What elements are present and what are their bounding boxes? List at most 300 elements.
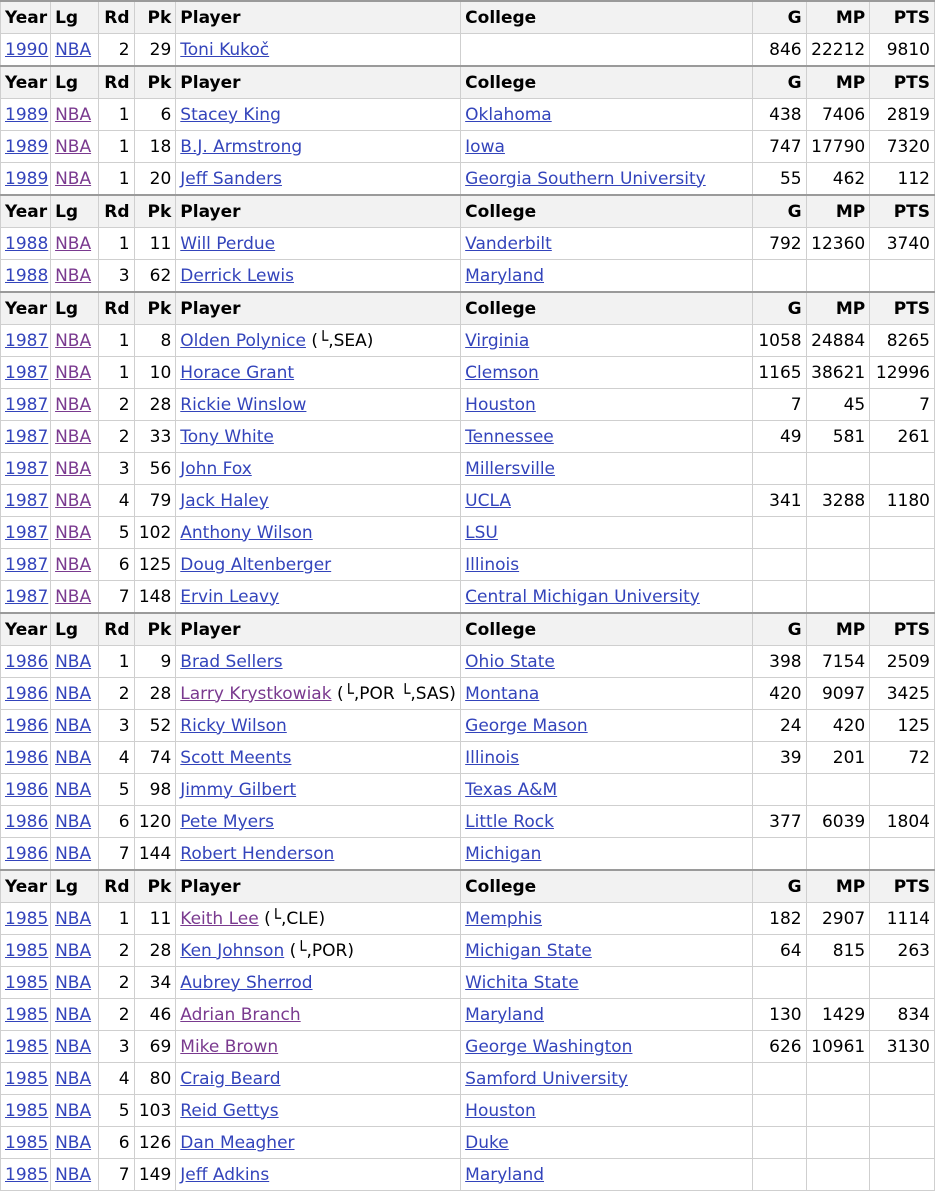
round-cell: 1 xyxy=(99,325,134,357)
round-cell: 5 xyxy=(99,1095,134,1127)
table-row xyxy=(1,774,935,806)
league-link[interactable]: NBA xyxy=(55,265,92,286)
league-link[interactable]: NBA xyxy=(55,168,92,189)
table-row xyxy=(1,34,935,67)
column-header-college[interactable]: College xyxy=(461,870,753,903)
games-cell: 377 xyxy=(753,806,806,838)
column-header-player[interactable]: Player xyxy=(176,1,461,34)
points-cell xyxy=(870,260,935,293)
minutes-cell xyxy=(806,260,870,293)
league-cell xyxy=(51,549,99,581)
column-header-pts[interactable]: PTS xyxy=(870,195,935,228)
year-link[interactable]: 1986 xyxy=(5,779,49,800)
league-cell xyxy=(51,453,99,485)
year-link[interactable]: 1986 xyxy=(5,843,49,864)
minutes-cell: 3288 xyxy=(806,485,870,517)
college-link[interactable]: Montana xyxy=(465,683,540,704)
games-cell xyxy=(753,774,806,806)
player-cell xyxy=(176,325,461,357)
round-cell: 2 xyxy=(99,967,134,999)
player-link[interactable]: Keith Lee xyxy=(180,908,259,929)
year-link[interactable]: 1990 xyxy=(5,39,49,60)
column-header-rd[interactable]: Rd xyxy=(99,292,134,325)
column-header-rd[interactable]: Rd xyxy=(99,195,134,228)
player-cell xyxy=(176,163,461,196)
table-row xyxy=(1,999,935,1031)
college-link[interactable]: Duke xyxy=(465,1132,509,1153)
year-cell xyxy=(1,325,51,357)
player-cell xyxy=(176,131,461,163)
league-cell xyxy=(51,1031,99,1063)
player-link[interactable]: Jack Haley xyxy=(180,490,269,511)
points-cell xyxy=(870,1127,935,1159)
league-link[interactable]: NBA xyxy=(55,362,92,383)
year-cell xyxy=(1,999,51,1031)
column-header-year[interactable]: Year xyxy=(1,66,51,99)
points-cell: 7 xyxy=(870,389,935,421)
minutes-cell: 2907 xyxy=(806,903,870,935)
points-cell: 3425 xyxy=(870,678,935,710)
table-row xyxy=(1,389,935,421)
college-link[interactable]: Ohio State xyxy=(465,651,555,672)
points-cell: 112 xyxy=(870,163,935,196)
column-header-pk[interactable]: Pk xyxy=(134,613,176,646)
year-link[interactable]: 1987 xyxy=(5,362,49,383)
year-link[interactable]: 1987 xyxy=(5,330,49,351)
league-cell xyxy=(51,485,99,517)
column-header-college[interactable]: College xyxy=(461,66,753,99)
table-row xyxy=(1,935,935,967)
table-row xyxy=(1,1063,935,1095)
league-link[interactable]: NBA xyxy=(55,458,92,479)
points-cell xyxy=(870,774,935,806)
player-link[interactable]: Brad Sellers xyxy=(180,651,283,672)
round-cell: 1 xyxy=(99,99,134,131)
column-header-year[interactable]: Year xyxy=(1,870,51,903)
year-cell xyxy=(1,678,51,710)
college-link[interactable]: Memphis xyxy=(465,908,543,929)
column-header-pk[interactable]: Pk xyxy=(134,66,176,99)
player-link[interactable]: Craig Beard xyxy=(180,1068,281,1089)
points-cell: 3130 xyxy=(870,1031,935,1063)
league-link[interactable]: NBA xyxy=(55,715,92,736)
year-cell xyxy=(1,163,51,196)
year-link[interactable]: 1985 xyxy=(5,1164,49,1185)
year-link[interactable]: 1985 xyxy=(5,1100,49,1121)
year-cell xyxy=(1,453,51,485)
college-link[interactable]: Millersville xyxy=(465,458,556,479)
league-cell xyxy=(51,742,99,774)
player-link[interactable]: Jeff Sanders xyxy=(180,168,282,189)
year-link[interactable]: 1989 xyxy=(5,104,49,125)
league-link[interactable]: NBA xyxy=(55,330,92,351)
column-header-mp[interactable]: MP xyxy=(806,195,870,228)
table-row xyxy=(1,485,935,517)
column-header-lg[interactable]: Lg xyxy=(51,870,99,903)
pick-cell: 98 xyxy=(134,774,176,806)
pick-cell: 28 xyxy=(134,389,176,421)
column-header-college[interactable]: College xyxy=(461,195,753,228)
round-cell: 4 xyxy=(99,485,134,517)
league-cell xyxy=(51,935,99,967)
points-cell xyxy=(870,1159,935,1191)
player-link[interactable]: Will Perdue xyxy=(180,233,276,254)
year-link[interactable]: 1986 xyxy=(5,651,49,672)
college-link[interactable]: Maryland xyxy=(465,1164,545,1185)
year-link[interactable]: 1987 xyxy=(5,490,49,511)
year-link[interactable]: 1985 xyxy=(5,908,49,929)
pick-cell: 102 xyxy=(134,517,176,549)
trade-note: (└,SEA) xyxy=(311,330,374,351)
player-link[interactable]: John Fox xyxy=(180,458,252,479)
column-header-lg[interactable]: Lg xyxy=(51,1,99,34)
player-link[interactable]: B.J. Armstrong xyxy=(180,136,303,157)
player-link[interactable]: Stacey King xyxy=(180,104,281,125)
player-link[interactable]: Reid Gettys xyxy=(180,1100,279,1121)
year-link[interactable]: 1987 xyxy=(5,458,49,479)
year-link[interactable]: 1986 xyxy=(5,683,49,704)
year-link[interactable]: 1985 xyxy=(5,972,49,993)
league-link[interactable]: NBA xyxy=(55,843,92,864)
year-link[interactable]: 1985 xyxy=(5,1068,49,1089)
college-link[interactable]: Iowa xyxy=(465,136,505,157)
year-link[interactable]: 1987 xyxy=(5,554,49,575)
column-header-g[interactable]: G xyxy=(753,1,806,34)
year-link[interactable]: 1985 xyxy=(5,1004,49,1025)
round-cell: 2 xyxy=(99,935,134,967)
league-link[interactable]: NBA xyxy=(55,1036,92,1057)
player-link[interactable]: Robert Henderson xyxy=(180,843,335,864)
column-header-college[interactable]: College xyxy=(461,1,753,34)
year-link[interactable]: 1986 xyxy=(5,747,49,768)
column-header-pts[interactable]: PTS xyxy=(870,870,935,903)
games-cell: 55 xyxy=(753,163,806,196)
column-header-pk[interactable]: Pk xyxy=(134,292,176,325)
column-header-rd[interactable]: Rd xyxy=(99,1,134,34)
player-link[interactable]: Ervin Leavy xyxy=(180,586,280,607)
games-cell: 130 xyxy=(753,999,806,1031)
league-link[interactable]: NBA xyxy=(55,490,92,511)
college-link[interactable]: Virginia xyxy=(465,330,530,351)
college-link[interactable]: Clemson xyxy=(465,362,539,383)
year-link[interactable]: 1988 xyxy=(5,265,49,286)
league-link[interactable]: NBA xyxy=(55,651,92,672)
league-link[interactable]: NBA xyxy=(55,233,92,254)
column-header-mp[interactable]: MP xyxy=(806,613,870,646)
college-link[interactable]: Michigan State xyxy=(465,940,592,961)
table-row xyxy=(1,838,935,871)
column-header-year[interactable]: Year xyxy=(1,613,51,646)
year-cell xyxy=(1,1063,51,1095)
college-cell xyxy=(461,1159,753,1191)
league-link[interactable]: NBA xyxy=(55,522,92,543)
college-link[interactable]: Houston xyxy=(465,394,536,415)
league-link[interactable]: NBA xyxy=(55,972,92,993)
round-cell: 7 xyxy=(99,838,134,871)
games-cell: 182 xyxy=(753,903,806,935)
games-cell xyxy=(753,549,806,581)
points-cell xyxy=(870,549,935,581)
table-row xyxy=(1,260,935,293)
league-link[interactable]: NBA xyxy=(55,1068,92,1089)
college-link[interactable]: LSU xyxy=(465,522,498,543)
year-link[interactable]: 1987 xyxy=(5,586,49,607)
year-link[interactable]: 1987 xyxy=(5,394,49,415)
league-link[interactable]: NBA xyxy=(55,683,92,704)
column-header-mp[interactable]: MP xyxy=(806,870,870,903)
column-header-player[interactable]: Player xyxy=(176,195,461,228)
games-cell: 49 xyxy=(753,421,806,453)
player-link[interactable]: Adrian Branch xyxy=(180,1004,301,1025)
year-link[interactable]: 1985 xyxy=(5,940,49,961)
player-cell xyxy=(176,549,461,581)
column-header-mp[interactable]: MP xyxy=(806,66,870,99)
player-link[interactable]: Anthony Wilson xyxy=(180,522,313,543)
round-cell: 2 xyxy=(99,678,134,710)
year-link[interactable]: 1986 xyxy=(5,715,49,736)
minutes-cell: 815 xyxy=(806,935,870,967)
column-header-g[interactable]: G xyxy=(753,66,806,99)
college-link[interactable]: Tennessee xyxy=(465,426,554,447)
column-header-rd[interactable]: Rd xyxy=(99,613,134,646)
year-cell xyxy=(1,421,51,453)
college-cell xyxy=(461,710,753,742)
year-cell xyxy=(1,774,51,806)
minutes-cell xyxy=(806,453,870,485)
player-link[interactable]: Toni Kukoč xyxy=(180,39,270,60)
college-link[interactable]: Little Rock xyxy=(465,811,554,832)
column-header-g[interactable]: G xyxy=(753,613,806,646)
minutes-cell xyxy=(806,838,870,871)
pick-cell: 103 xyxy=(134,1095,176,1127)
table-header-row xyxy=(1,1,935,34)
column-header-lg[interactable]: Lg xyxy=(51,66,99,99)
player-link[interactable]: Doug Altenberger xyxy=(180,554,332,575)
college-link[interactable]: Wichita State xyxy=(465,972,579,993)
league-link[interactable]: NBA xyxy=(55,779,92,800)
player-link[interactable]: Ricky Wilson xyxy=(180,715,287,736)
table-header-row xyxy=(1,613,935,646)
league-cell xyxy=(51,1127,99,1159)
league-cell xyxy=(51,131,99,163)
minutes-cell xyxy=(806,517,870,549)
round-cell: 3 xyxy=(99,260,134,293)
player-link[interactable]: Aubrey Sherrod xyxy=(180,972,313,993)
column-header-g[interactable]: G xyxy=(753,292,806,325)
year-link[interactable]: 1988 xyxy=(5,233,49,254)
year-link[interactable]: 1987 xyxy=(5,426,49,447)
column-header-pk[interactable]: Pk xyxy=(134,870,176,903)
column-header-player[interactable]: Player xyxy=(176,292,461,325)
points-cell: 2509 xyxy=(870,646,935,678)
league-link[interactable]: NBA xyxy=(55,394,92,415)
round-cell: 6 xyxy=(99,806,134,838)
points-cell: 1180 xyxy=(870,485,935,517)
games-cell: 341 xyxy=(753,485,806,517)
column-header-year[interactable]: Year xyxy=(1,195,51,228)
college-link[interactable]: Illinois xyxy=(465,554,520,575)
player-link[interactable]: Jeff Adkins xyxy=(180,1164,270,1185)
college-link[interactable]: Central Michigan University xyxy=(465,586,700,607)
player-cell xyxy=(176,838,461,871)
table-header-row xyxy=(1,870,935,903)
column-header-player[interactable]: Player xyxy=(176,613,461,646)
player-cell xyxy=(176,999,461,1031)
year-cell xyxy=(1,517,51,549)
column-header-rd[interactable]: Rd xyxy=(99,870,134,903)
college-link[interactable]: Oklahoma xyxy=(465,104,552,125)
games-cell xyxy=(753,967,806,999)
player-link[interactable]: Pete Myers xyxy=(180,811,274,832)
player-link[interactable]: Derrick Lewis xyxy=(180,265,294,286)
column-header-college[interactable]: College xyxy=(461,613,753,646)
column-header-player[interactable]: Player xyxy=(176,870,461,903)
league-link[interactable]: NBA xyxy=(55,39,92,60)
table-row xyxy=(1,325,935,357)
year-link[interactable]: 1985 xyxy=(5,1132,49,1153)
points-cell xyxy=(870,1063,935,1095)
year-link[interactable]: 1987 xyxy=(5,522,49,543)
column-header-year[interactable]: Year xyxy=(1,292,51,325)
column-header-player[interactable]: Player xyxy=(176,66,461,99)
league-link[interactable]: NBA xyxy=(55,1132,92,1153)
column-header-mp[interactable]: MP xyxy=(806,1,870,34)
college-link[interactable]: Maryland xyxy=(465,265,545,286)
column-header-pts[interactable]: PTS xyxy=(870,292,935,325)
points-cell: 9810 xyxy=(870,34,935,67)
college-link[interactable]: Illinois xyxy=(465,747,520,768)
points-cell xyxy=(870,581,935,614)
college-cell xyxy=(461,453,753,485)
league-link[interactable]: NBA xyxy=(55,586,92,607)
column-header-pts[interactable]: PTS xyxy=(870,66,935,99)
league-link[interactable]: NBA xyxy=(55,1004,92,1025)
column-header-lg[interactable]: Lg xyxy=(51,613,99,646)
year-cell xyxy=(1,838,51,871)
college-link[interactable]: Maryland xyxy=(465,1004,545,1025)
league-link[interactable]: NBA xyxy=(55,747,92,768)
league-cell xyxy=(51,903,99,935)
minutes-cell xyxy=(806,581,870,614)
league-link[interactable]: NBA xyxy=(55,811,92,832)
college-link[interactable]: Texas A&M xyxy=(465,779,558,800)
minutes-cell xyxy=(806,1159,870,1191)
player-link[interactable]: Tony White xyxy=(180,426,274,447)
player-link[interactable]: Scott Meents xyxy=(180,747,292,768)
player-link[interactable]: Dan Meagher xyxy=(180,1132,295,1153)
league-cell xyxy=(51,710,99,742)
games-cell: 792 xyxy=(753,228,806,260)
column-header-lg[interactable]: Lg xyxy=(51,292,99,325)
college-link[interactable]: George Washington xyxy=(465,1036,633,1057)
league-link[interactable]: NBA xyxy=(55,104,92,125)
league-link[interactable]: NBA xyxy=(55,1100,92,1121)
college-link[interactable]: Vanderbilt xyxy=(465,233,552,254)
college-link[interactable]: George Mason xyxy=(465,715,588,736)
league-cell xyxy=(51,163,99,196)
player-link[interactable]: Rickie Winslow xyxy=(180,394,307,415)
player-cell xyxy=(176,806,461,838)
player-cell xyxy=(176,935,461,967)
column-header-college[interactable]: College xyxy=(461,292,753,325)
college-link[interactable]: Samford University xyxy=(465,1068,628,1089)
pick-cell: 34 xyxy=(134,967,176,999)
league-link[interactable]: NBA xyxy=(55,426,92,447)
year-link[interactable]: 1986 xyxy=(5,811,49,832)
player-link[interactable]: Larry Krystkowiak xyxy=(180,683,332,704)
player-link[interactable]: Mike Brown xyxy=(180,1036,279,1057)
year-link[interactable]: 1989 xyxy=(5,136,49,157)
year-link[interactable]: 1989 xyxy=(5,168,49,189)
college-link[interactable]: UCLA xyxy=(465,490,511,511)
league-link[interactable]: NBA xyxy=(55,1164,92,1185)
round-cell: 5 xyxy=(99,774,134,806)
year-cell xyxy=(1,99,51,131)
college-link[interactable]: Georgia Southern University xyxy=(465,168,706,189)
minutes-cell: 10961 xyxy=(806,1031,870,1063)
games-cell xyxy=(753,1127,806,1159)
college-link[interactable]: Michigan xyxy=(465,843,542,864)
games-cell xyxy=(753,1159,806,1191)
player-link[interactable]: Horace Grant xyxy=(180,362,295,383)
player-link[interactable]: Ken Johnson xyxy=(180,940,285,961)
pick-cell: 126 xyxy=(134,1127,176,1159)
points-cell: 834 xyxy=(870,999,935,1031)
pick-cell: 74 xyxy=(134,742,176,774)
league-cell xyxy=(51,806,99,838)
column-header-mp[interactable]: MP xyxy=(806,292,870,325)
college-cell xyxy=(461,903,753,935)
league-cell xyxy=(51,34,99,67)
college-link[interactable]: Houston xyxy=(465,1100,536,1121)
player-cell xyxy=(176,710,461,742)
points-cell: 2819 xyxy=(870,99,935,131)
league-link[interactable]: NBA xyxy=(55,940,92,961)
year-cell xyxy=(1,34,51,67)
column-header-rd[interactable]: Rd xyxy=(99,66,134,99)
league-link[interactable]: NBA xyxy=(55,908,92,929)
year-cell xyxy=(1,549,51,581)
column-header-pts[interactable]: PTS xyxy=(870,613,935,646)
year-link[interactable]: 1985 xyxy=(5,1036,49,1057)
pick-cell: 20 xyxy=(134,163,176,196)
column-header-lg[interactable]: Lg xyxy=(51,195,99,228)
column-header-g[interactable]: G xyxy=(753,195,806,228)
games-cell: 438 xyxy=(753,99,806,131)
player-cell xyxy=(176,742,461,774)
column-header-year[interactable]: Year xyxy=(1,1,51,34)
table-row xyxy=(1,99,935,131)
games-cell: 420 xyxy=(753,678,806,710)
points-cell: 3740 xyxy=(870,228,935,260)
year-cell xyxy=(1,742,51,774)
table-row xyxy=(1,131,935,163)
column-header-pk[interactable]: Pk xyxy=(134,1,176,34)
year-cell xyxy=(1,967,51,999)
league-link[interactable]: NBA xyxy=(55,136,92,157)
column-header-g[interactable]: G xyxy=(753,870,806,903)
column-header-pts[interactable]: PTS xyxy=(870,1,935,34)
minutes-cell: 6039 xyxy=(806,806,870,838)
league-link[interactable]: NBA xyxy=(55,554,92,575)
year-cell xyxy=(1,581,51,614)
player-link[interactable]: Olden Polynice xyxy=(180,330,306,351)
player-link[interactable]: Jimmy Gilbert xyxy=(180,779,297,800)
year-cell xyxy=(1,228,51,260)
games-cell xyxy=(753,453,806,485)
college-cell xyxy=(461,646,753,678)
column-header-pk[interactable]: Pk xyxy=(134,195,176,228)
